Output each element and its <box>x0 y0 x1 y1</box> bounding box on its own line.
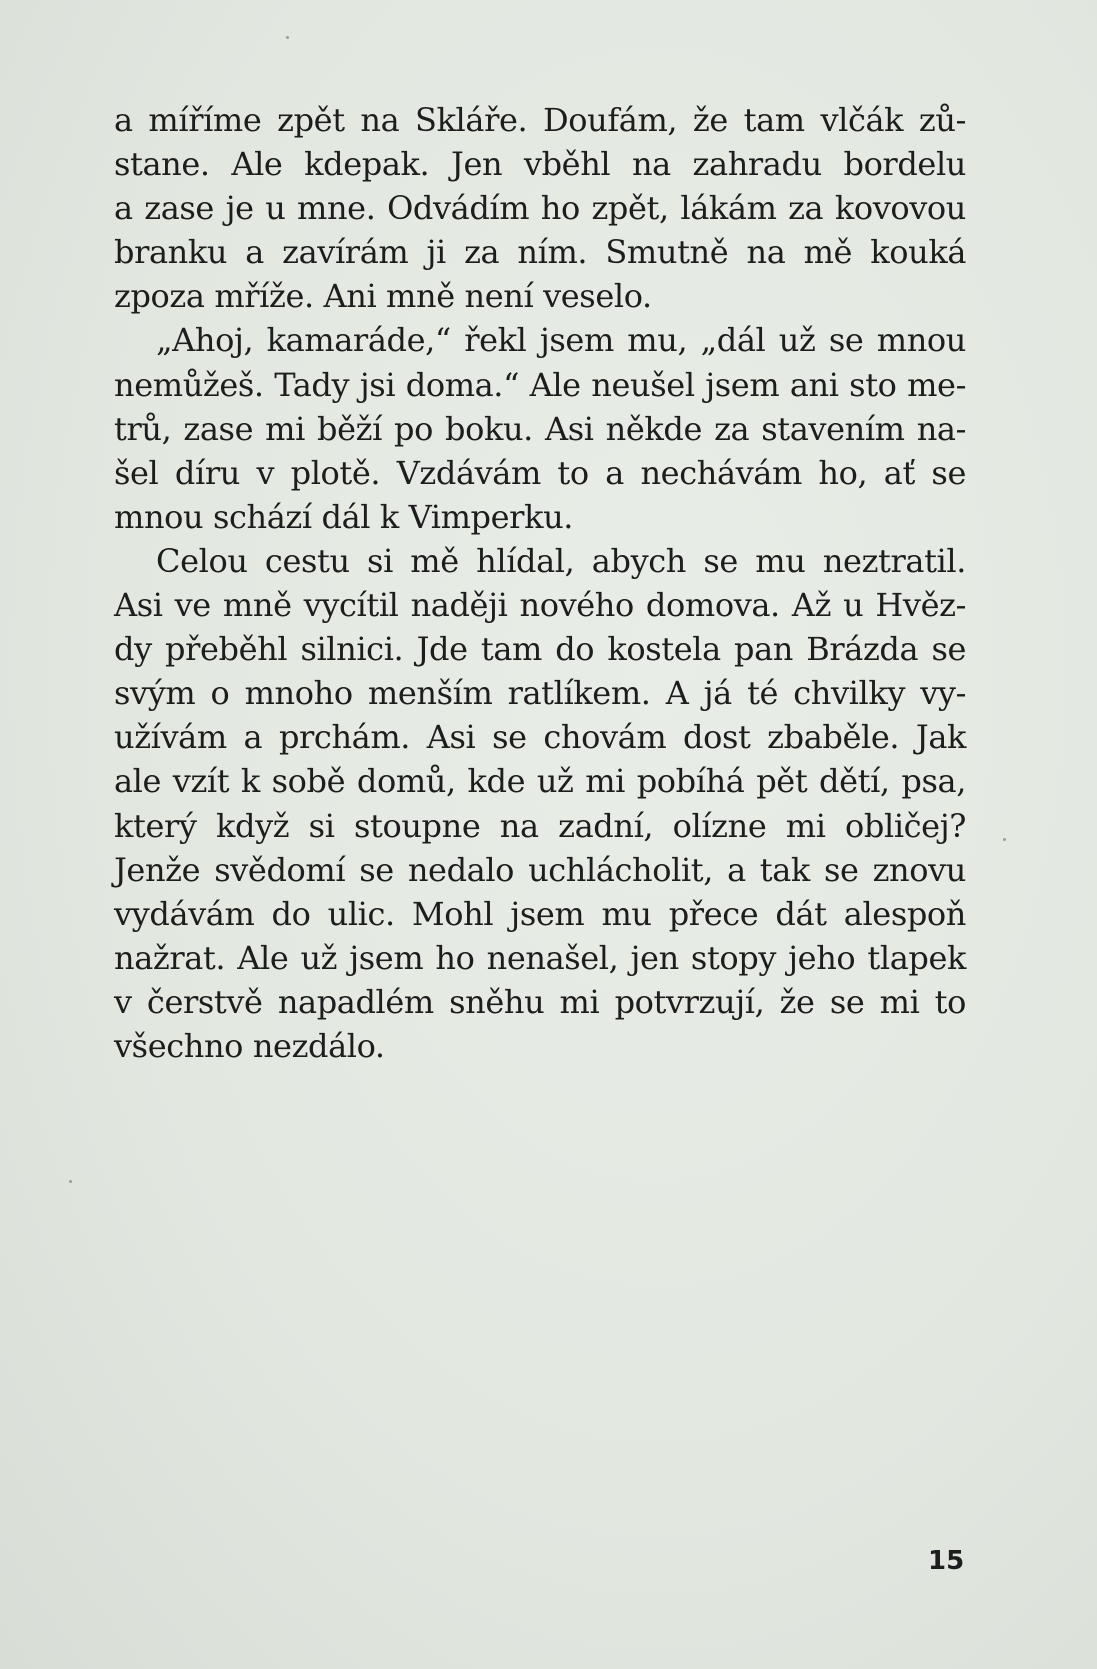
text-line: Asi ve mně vycítil naději nového domova. Až u Hvěz- <box>114 586 966 625</box>
text-line: ale vzít k sobě domů, kde už mi pobíhá pět dětí, psa, <box>114 762 966 801</box>
text-line: šel díru v plotě. Vzdávám to a nechávám ho, ať se <box>114 453 966 492</box>
text-line: Jenže svědomí se nedalo uchlácholit, a tak se znovu <box>114 850 966 889</box>
text-line: a míříme zpět na Skláře. Doufám, že tam vlčák zů- <box>114 101 966 139</box>
body-text <box>114 98 966 1068</box>
text-line: a zase je u mne. Odvádím ho zpět, lákám za kovovou <box>114 189 966 228</box>
text-line: užívám a prchám. Asi se chovám dost zbaběle. Jak <box>114 718 966 757</box>
text-line: stane. Ale kdepak. Jen vběhl na zahradu bordelu <box>114 145 966 184</box>
text-line: mnou schází dál k Vimperku. <box>114 497 574 536</box>
paper-speck <box>69 1180 72 1183</box>
text-line: v čerstvě napadlém sněhu mi potvrzují, že se mi to <box>114 982 966 1021</box>
paper-speck <box>1003 838 1006 841</box>
text-line: nemůžeš. Tady jsi doma.“ Ale neušel jsem ani sto me- <box>114 365 966 404</box>
text-line: nažrat. Ale už jsem ho nenašel, jen stopy jeho tlapek <box>114 938 966 977</box>
page-number: 15 <box>928 1546 965 1576</box>
text-line: všechno nezdálo. <box>114 1026 385 1065</box>
text-line: trů, zase mi běží po boku. Asi někde za stavením na- <box>114 409 966 448</box>
text-line: branku a zavírám ji za ním. Smutně na mě kouká <box>114 233 966 272</box>
text-line: „Ahoj, kamaráde,“ řekl jsem mu, „dál už se mnou <box>156 321 966 360</box>
paper-speck <box>286 36 289 39</box>
text-line: zpoza mříže. Ani mně není veselo. <box>114 277 652 316</box>
text-line: vydávám do ulic. Mohl jsem mu přece dát alespoň <box>114 894 966 933</box>
text-line: který když si stoupne na zadní, olízne mi obličej? <box>114 806 966 845</box>
text-line: Celou cestu si mě hlídal, abych se mu neztratil. <box>156 541 966 580</box>
text-line: dy přeběhl silnici. Jde tam do kostela pan Brázda se <box>114 630 966 669</box>
text-line: svým o mnoho menším ratlíkem. A já té chvilky vy- <box>114 674 966 713</box>
